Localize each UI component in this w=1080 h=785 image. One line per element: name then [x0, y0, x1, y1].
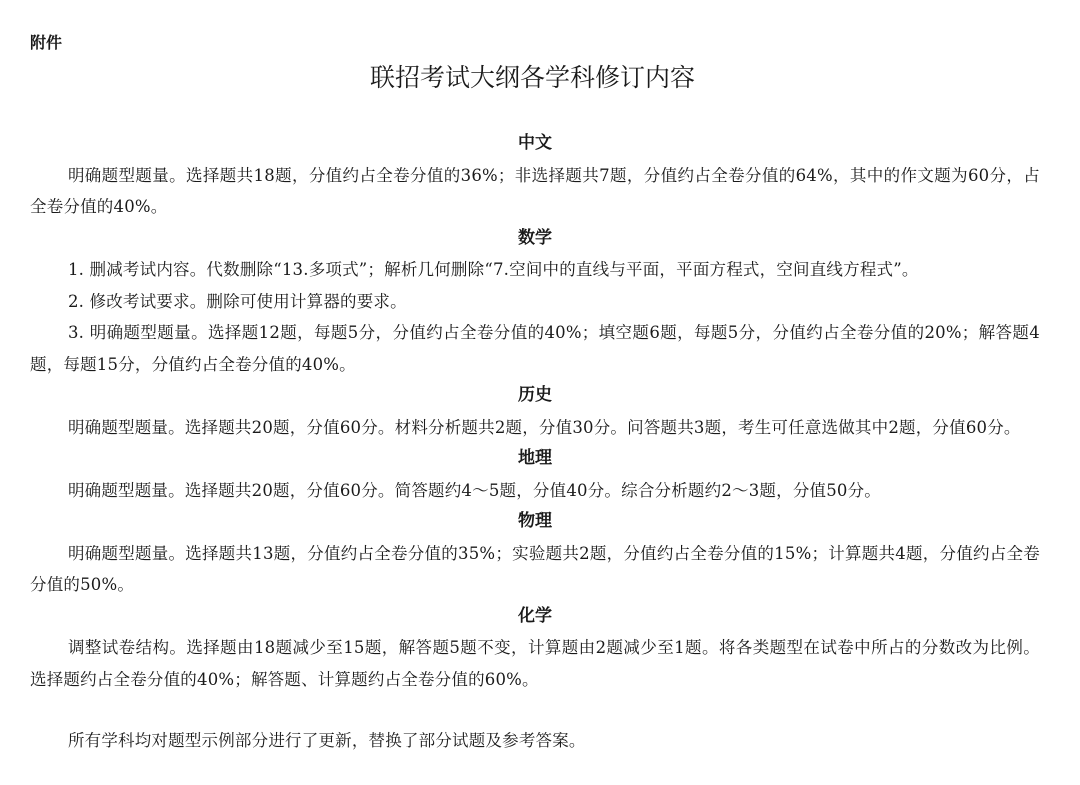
section-paragraph: 明确题型题量。选择题共18题，分值约占全卷分值的36%；非选择题共7题，分值约占全卷分值的64%，其中的作文题为60分，占全卷分值的40%。 [30, 165, 1040, 216]
section-paragraph: 调整试卷结构。选择题由18题减少至15题，解答题5题不变，计算题由2题减少至1题。将各类题型在试卷中所占的分数改为比例。选择题约占全卷分值的40%；解答题、计算题约占全卷分值的60%。 [30, 638, 1040, 689]
section-chemistry [30, 601, 1040, 696]
spacer [30, 695, 1040, 725]
footer-note: 所有学科均对题型示例部分进行了更新，替换了部分试题及参考答案。 [67, 731, 586, 750]
section-geography [30, 443, 1040, 506]
section-paragraph: 1. 删减考试内容。代数删除“13.多项式”；解析几何删除“7.空间中的直线与平面，平面方程式，空间直线方程式”。 [67, 260, 919, 279]
section-history [30, 380, 1040, 443]
section-paragraph: 明确题型题量。选择题共13题，分值约占全卷分值的35%；实验题共2题，分值约占全卷分值的15%；计算题共4题，分值约占全卷分值的50%。 [30, 543, 1040, 594]
section-chinese [30, 128, 1040, 223]
section-paragraph: 明确题型题量。选择题共20题，分值60分。材料分析题共2题，分值30分。问答题共3题，考生可任意选做其中2题，分值60分。 [67, 417, 1021, 437]
section-title: 历史 [518, 385, 552, 405]
section-title: 地理 [518, 448, 552, 468]
section-paragraph: 明确题型题量。选择题共20题，分值60分。简答题约4～5题，分值40分。综合分析题约2～3题，分值50分。 [67, 480, 882, 500]
section-title: 数学 [518, 227, 552, 248]
document-body [30, 128, 1040, 757]
attachment-label: 附件 [30, 33, 63, 52]
section-physics [30, 506, 1040, 601]
section-paragraph: 2. 修改考试要求。删除可使用计算器的要求。 [67, 291, 407, 311]
section-title: 中文 [518, 133, 552, 153]
section-math [30, 223, 1040, 381]
section-paragraph: 3. 明确题型题量。选择题12题，每题5分，分值约占全卷分值的40%；填空题6题，每题5分，分值约占全卷分值的20%；解答题4题，每题15分，分值约占全卷分值的40%。 [30, 323, 1040, 374]
section-title: 物理 [518, 511, 552, 531]
document-title: 联招考试大纲各学科修订内容 [369, 63, 695, 92]
section-title: 化学 [518, 605, 552, 626]
